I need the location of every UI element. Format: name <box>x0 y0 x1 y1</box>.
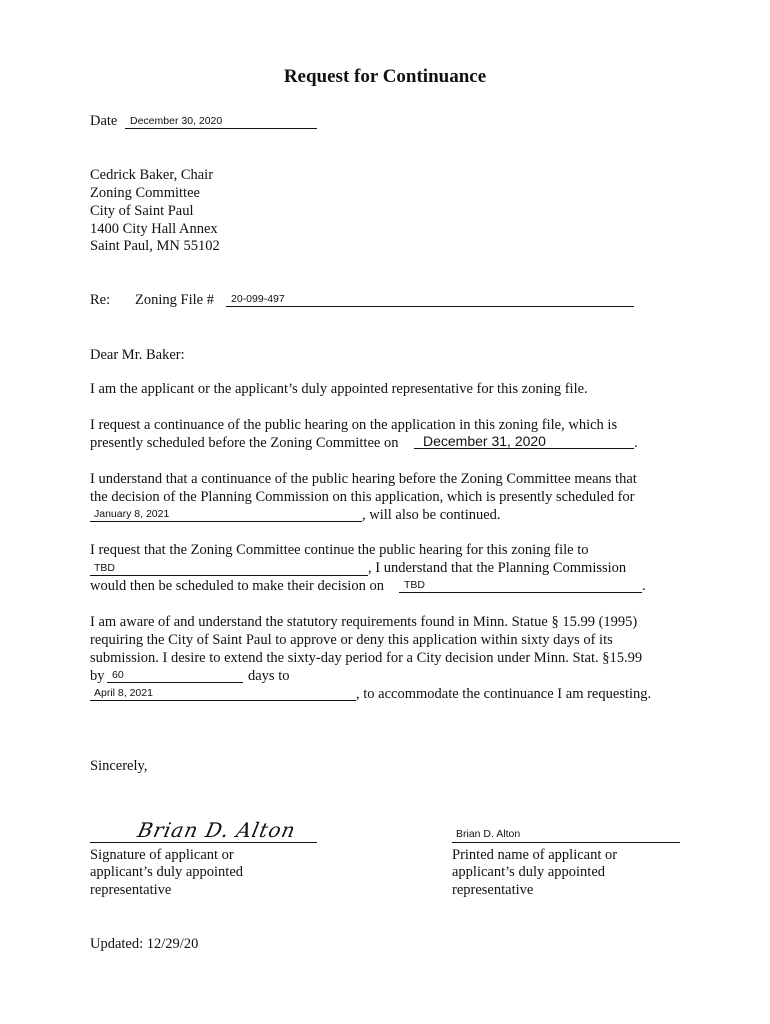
decision-date-field[interactable] <box>399 578 642 593</box>
address-line-3: City of Saint Paul <box>90 203 194 219</box>
zoning-file-field[interactable] <box>226 292 634 307</box>
address-line-4: 1400 City Hall Annex <box>90 221 218 237</box>
paragraph-3-end: , will also be continued. <box>362 507 501 523</box>
paragraph-5-end: , to accommodate the continuance I am requesting. <box>356 686 652 702</box>
paragraph-5-line-3: submission. I desire to extend the sixty-day period for a City decision under Minn. Stat. §15.99 <box>90 650 643 666</box>
extension-date-value: April 8, 2021 <box>94 687 153 699</box>
paragraph-1: I am the applicant or the applicant’s duly appointed representative for this zoning file. <box>90 381 588 397</box>
zoning-file-value: 20-099-497 <box>231 293 285 305</box>
date-label: Date <box>90 113 118 129</box>
continue-to-field[interactable] <box>90 561 368 576</box>
address-line-1: Cedrick Baker, Chair <box>90 167 214 183</box>
salutation: Dear Mr. Baker: <box>90 347 185 363</box>
signature-caption-1: Signature of applicant or <box>90 847 234 863</box>
paragraph-3-line-2: the decision of the Planning Commission on this application, which is presently scheduled for <box>90 489 635 505</box>
paragraph-2-line-1: I request a continuance of the public hearing on the application in this zoning file, which is <box>90 417 618 433</box>
hearing-date-value: December 31, 2020 <box>423 433 546 449</box>
printed-name-caption-1: Printed name of applicant or <box>452 847 618 863</box>
paragraph-4-line-3: would then be scheduled to make their decision on <box>90 578 384 594</box>
paragraph-5-line-2: requiring the City of Saint Paul to approve or deny this application within sixty days of its <box>90 632 613 648</box>
by-label: by <box>90 668 105 684</box>
decision-date-value: TBD <box>404 579 425 591</box>
signature-caption-2: applicant’s duly appointed <box>90 864 244 880</box>
address-line-5: Saint Paul, MN 55102 <box>90 238 220 254</box>
paragraph-4-line-2: , I understand that the Planning Commission <box>368 560 627 576</box>
days-value: 60 <box>112 669 124 681</box>
printed-name-value: Brian D. Alton <box>456 828 521 840</box>
printed-name-caption-2: applicant’s duly appointed <box>452 864 606 880</box>
zoning-file-label: Zoning File # <box>135 292 214 308</box>
handwritten-signature: Brian D. Alton <box>135 818 299 842</box>
printed-name-caption-3: representative <box>452 882 534 898</box>
paragraph-2-end: . <box>634 435 638 451</box>
document-title: Request for Continuance <box>283 66 487 87</box>
paragraph-3-line-1: I understand that a continuance of the public hearing before the Zoning Committee means that <box>90 471 637 487</box>
paragraph-5-line-1: I am aware of and understand the statutory requirements found in Minn. Statue § 15.99 (1995) <box>90 614 638 630</box>
paragraph-4-line-1: I request that the Zoning Committee continue the public hearing for this zoning file to <box>90 542 589 558</box>
commission-date-value: January 8, 2021 <box>94 508 170 520</box>
re-label: Re: <box>90 292 111 308</box>
days-to-label: days to <box>248 668 290 684</box>
closing: Sincerely, <box>90 758 148 774</box>
paragraph-2-line-2: presently scheduled before the Zoning Committee on <box>90 435 399 451</box>
updated-note: Updated: 12/29/20 <box>90 936 199 952</box>
days-field[interactable] <box>107 668 243 683</box>
date-value: December 30, 2020 <box>130 115 223 127</box>
continue-to-value: TBD <box>94 562 115 574</box>
address-line-2: Zoning Committee <box>90 185 200 201</box>
signature-caption-3: representative <box>90 882 172 898</box>
paragraph-4-end: . <box>642 578 646 594</box>
